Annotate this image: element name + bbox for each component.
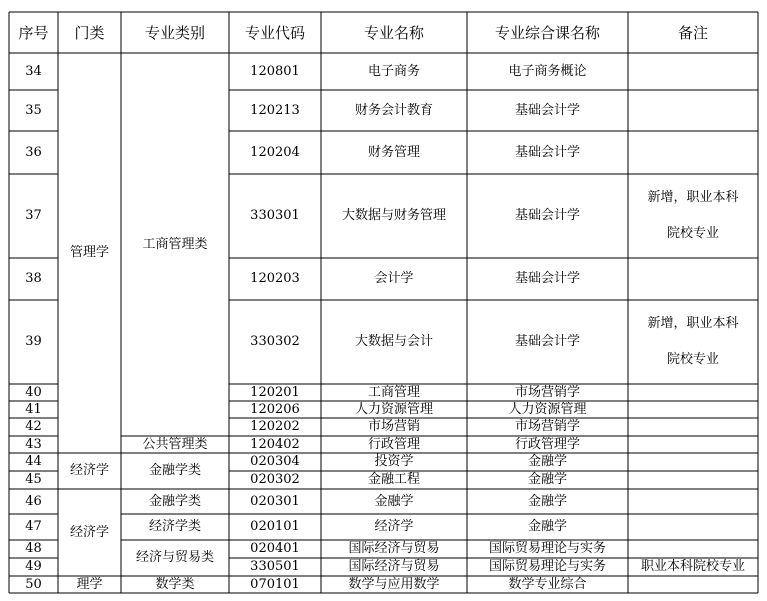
row-name: 会计学 <box>374 271 414 287</box>
header-code: 专业代码 <box>244 23 305 42</box>
row-code: 070101 <box>250 576 300 592</box>
row-name: 人力资源管理 <box>354 401 433 417</box>
row-course: 金融学 <box>527 454 567 470</box>
row-note <box>628 418 758 436</box>
row-code: 120203 <box>250 271 300 287</box>
row-code: 120402 <box>250 436 300 452</box>
row-code: 120206 <box>250 401 300 417</box>
row-seq: 35 <box>25 102 42 118</box>
row-note <box>628 258 758 300</box>
category-cell: 管理学 <box>69 245 109 261</box>
row-course: 金融学 <box>527 493 567 509</box>
row-note <box>628 576 758 593</box>
note-line: 院校专业 <box>666 226 719 241</box>
major-class-cell: 金融学类 <box>148 463 201 479</box>
row-course: 金融学 <box>527 472 567 488</box>
row-course: 国际贸易理论与实务 <box>488 559 606 575</box>
row-course: 金融学 <box>527 519 567 535</box>
major-class-cell: 经济与贸易类 <box>135 550 214 566</box>
row-code: 020301 <box>250 493 300 509</box>
category-cell: 理学 <box>76 576 103 592</box>
row-code: 120202 <box>250 419 300 435</box>
row-note <box>628 384 758 401</box>
row-note <box>628 540 758 558</box>
row-course: 人力资源管理 <box>508 401 587 417</box>
header-note: 备注 <box>677 23 708 42</box>
row-note <box>628 436 758 453</box>
row-note <box>628 453 758 471</box>
row-name: 财务会计教育 <box>354 102 433 118</box>
row-note <box>628 471 758 489</box>
row-course: 基础会计学 <box>514 208 580 224</box>
row-seq: 40 <box>25 384 42 400</box>
row-seq: 42 <box>25 419 42 435</box>
row-course: 基础会计学 <box>514 144 580 160</box>
major-class-cell: 公共管理类 <box>142 436 208 452</box>
row-code: 020302 <box>250 472 300 488</box>
header-name: 专业名称 <box>363 23 424 42</box>
row-code: 120201 <box>250 384 300 400</box>
row-seq: 43 <box>25 436 42 452</box>
note-line: 新增，职业本科 <box>647 316 739 332</box>
header-category: 门类 <box>74 23 105 42</box>
major-class-cell: 金融学类 <box>148 493 201 509</box>
row-seq: 41 <box>25 401 42 417</box>
row-note <box>628 131 758 174</box>
row-note <box>628 90 758 131</box>
row-name: 数学与应用数学 <box>348 576 440 592</box>
row-name: 行政管理 <box>367 436 420 452</box>
row-seq: 37 <box>25 208 42 224</box>
row-course: 基础会计学 <box>514 334 580 350</box>
row-code: 330302 <box>250 334 300 350</box>
row-code: 120213 <box>250 102 300 118</box>
major-class-cell: 工商管理类 <box>142 236 208 252</box>
category-cell: 经济学 <box>69 463 109 479</box>
row-course: 电子商务概论 <box>508 63 587 79</box>
row-seq: 49 <box>25 559 42 575</box>
row-code: 020101 <box>250 519 300 535</box>
row-course: 基础会计学 <box>514 102 580 118</box>
row-note <box>628 300 758 384</box>
note-line: 新增，职业本科 <box>647 190 739 206</box>
row-name: 财务管理 <box>367 144 420 160</box>
row-note <box>628 514 758 540</box>
row-course: 行政管理学 <box>514 436 580 452</box>
row-name: 国际经济与贸易 <box>348 541 440 557</box>
row-code: 020401 <box>250 541 300 557</box>
row-course: 市场营销学 <box>514 419 580 435</box>
row-seq: 44 <box>25 454 42 470</box>
row-code: 120801 <box>250 63 300 79</box>
row-seq: 50 <box>25 576 42 592</box>
row-seq: 34 <box>25 63 42 79</box>
note-line: 院校专业 <box>666 352 719 367</box>
row-name: 电子商务 <box>367 63 420 79</box>
category-cell: 经济学 <box>69 524 109 540</box>
row-name: 大数据与会计 <box>354 334 433 350</box>
row-name: 市场营销 <box>367 419 420 435</box>
row-note <box>628 489 758 514</box>
row-code: 020304 <box>250 454 300 470</box>
row-code: 330301 <box>250 208 300 224</box>
row-course: 市场营销学 <box>514 384 580 400</box>
row-seq: 39 <box>25 334 42 350</box>
row-name: 国际经济与贸易 <box>348 559 440 575</box>
major-class-cell: 经济学类 <box>148 519 201 535</box>
row-note <box>628 401 758 418</box>
row-code: 330501 <box>250 559 300 575</box>
row-note <box>628 53 758 90</box>
row-name: 金融工程 <box>367 472 420 488</box>
row-name: 投资学 <box>374 454 414 470</box>
row-name: 经济学 <box>374 519 414 535</box>
row-seq: 38 <box>25 271 42 287</box>
major-class-cell: 数学类 <box>155 576 195 592</box>
row-seq: 46 <box>25 493 42 509</box>
row-code: 120204 <box>250 144 300 160</box>
row-course: 国际贸易理论与实务 <box>488 541 606 557</box>
row-seq: 48 <box>25 541 42 557</box>
row-course: 基础会计学 <box>514 271 580 287</box>
row-note: 职业本科院校专业 <box>640 559 745 575</box>
row-seq: 45 <box>25 472 42 488</box>
header-seq: 序号 <box>18 23 49 42</box>
row-name: 工商管理 <box>367 384 420 400</box>
header-major-class: 专业类别 <box>144 23 205 42</box>
row-note <box>628 174 758 258</box>
row-name: 大数据与财务管理 <box>341 208 446 224</box>
row-name: 金融学 <box>374 493 414 509</box>
row-seq: 47 <box>25 519 42 535</box>
row-seq: 36 <box>25 144 42 160</box>
header-course: 专业综合课名称 <box>494 23 600 42</box>
row-course: 数学专业综合 <box>508 576 587 592</box>
